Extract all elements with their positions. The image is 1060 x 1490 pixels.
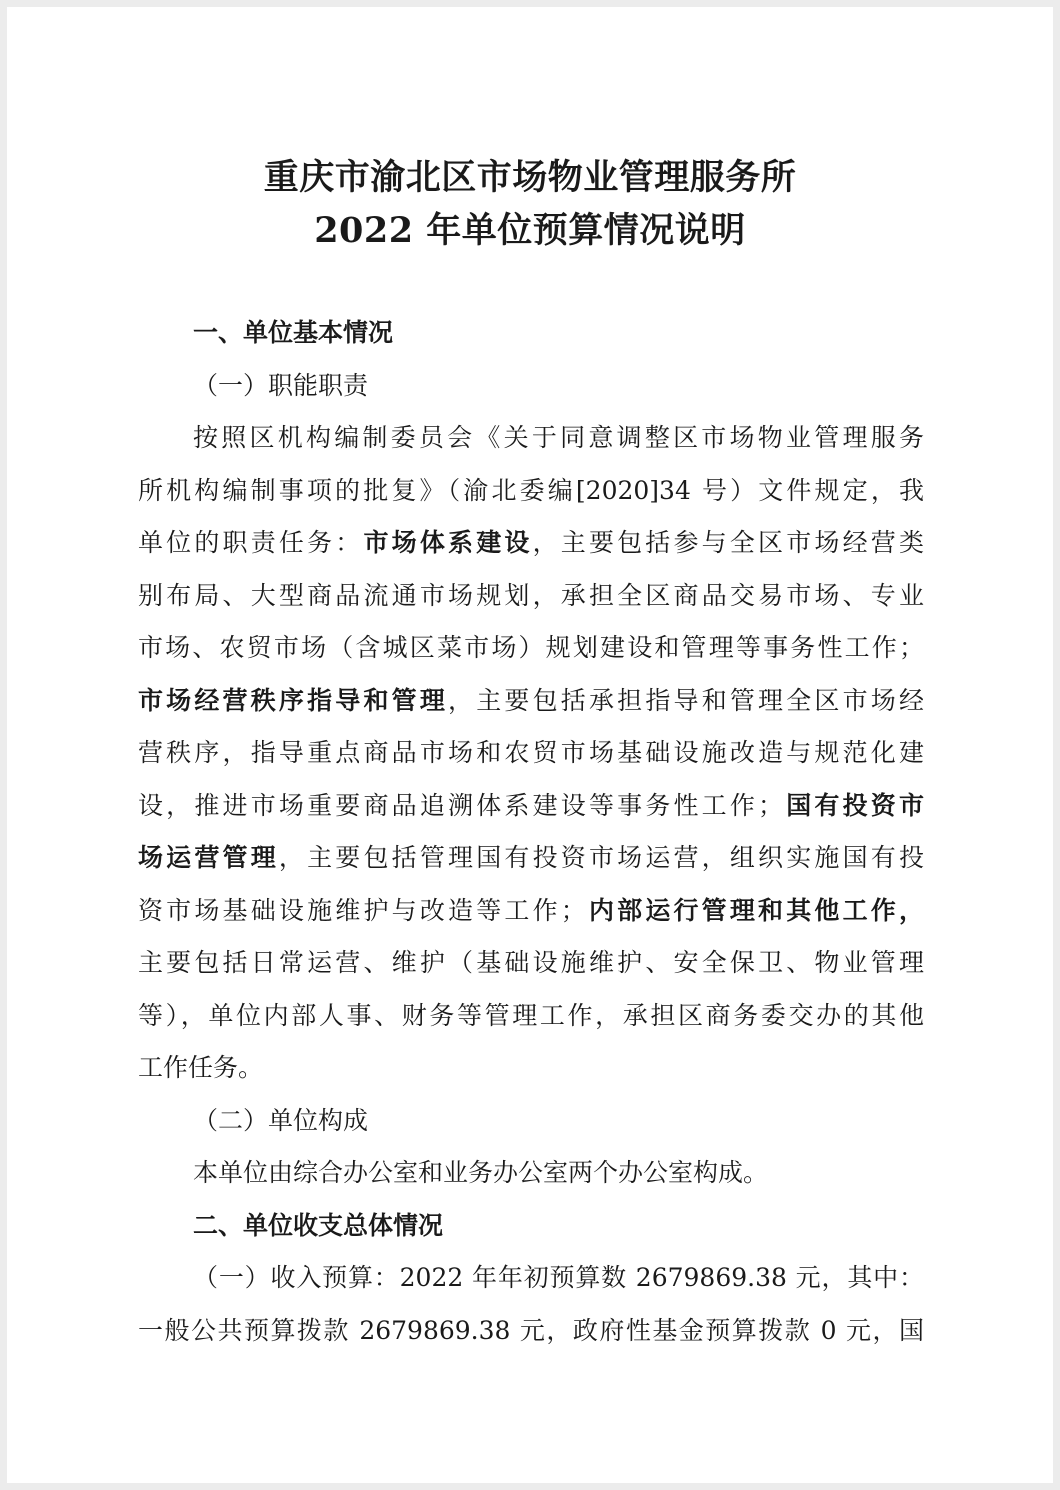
bold-text-segment: 一、单位基本情况 [193, 318, 394, 347]
text-segment: 单位的职责任务： [138, 528, 364, 557]
text-segment: 按照区机构编制委员会《关于同意调整区市场物业管理服务 [193, 423, 924, 452]
bold-text-segment: 国有投资市 [783, 790, 924, 820]
body-line [193, 1206, 924, 1246]
text-segment: 等），单位内部人事、财务等管理工作，承担区商务委交办的其他 [138, 1000, 924, 1030]
bold-text-segment: 场运营管理 [138, 843, 279, 872]
text-segment: 设，推进市场重要商品追溯体系建设等事务性工作； [138, 790, 784, 820]
body-line [193, 1101, 924, 1141]
body-line [138, 681, 924, 721]
body-line [138, 471, 924, 511]
text-segment: （二）单位构成 [193, 1105, 369, 1135]
body-line [138, 523, 924, 563]
text-segment: （一）职能职责 [193, 370, 369, 400]
body-line [138, 576, 924, 616]
bold-text-segment: 市场经营秩序指导和管理 [138, 685, 449, 715]
document-title-line-1: 重庆市渝北区市场物业管理服务所 [263, 157, 797, 198]
document-title-line-2: 2022 年单位预算情况说明 [314, 210, 746, 251]
document-page [7, 7, 1053, 1483]
body-line [138, 838, 924, 878]
text-segment: ，主要包括承担指导和管理全区市场经 [448, 685, 924, 715]
text-segment: ，主要包括管理国有投资市场运营，组织实施国有投 [278, 843, 924, 872]
body-line [193, 1258, 924, 1298]
body-line [138, 891, 924, 931]
body-line [193, 1153, 924, 1193]
bold-text-segment: 内部运行管理和其他工作， [585, 895, 924, 925]
bold-text-segment: 市场体系建设 [363, 528, 533, 557]
text-segment: 所机构编制事项的批复》（渝北委编[2020]34 号）文件规定，我 [138, 475, 924, 505]
body-line [193, 418, 924, 458]
text-segment: ，主要包括参与全区市场经营类 [532, 528, 924, 557]
body-line [193, 366, 924, 406]
body-line [138, 786, 924, 826]
text-segment: 工作任务。 [138, 1053, 264, 1082]
body-line [138, 996, 924, 1036]
text-segment: 市场、农贸市场（含城区菜市场）规划建设和管理等事务性工作； [138, 633, 924, 662]
text-segment: 营秩序，指导重点商品市场和农贸市场基础设施改造与规范化建 [138, 738, 924, 767]
body-line [138, 733, 924, 773]
body-line [138, 1311, 924, 1351]
text-segment: 资市场基础设施维护与改造等工作； [138, 895, 586, 925]
text-segment: 主要包括日常运营、维护（基础设施维护、安全保卫、物业管理 [138, 948, 924, 977]
text-segment: 别布局、大型商品流通市场规划，承担全区商品交易市场、专业 [138, 580, 924, 610]
text-segment: 本单位由综合办公室和业务办公室两个办公室构成。 [193, 1158, 769, 1187]
bold-text-segment: 二、单位收支总体情况 [193, 1210, 444, 1240]
text-segment: （一）收入预算：2022 年年初预算数 2679869.38 元，其中： [193, 1263, 924, 1292]
body-line [193, 313, 924, 353]
text-segment: 一般公共预算拨款 2679869.38 元，政府性基金预算拨款 0 元，国 [138, 1315, 924, 1345]
body-line [138, 1048, 924, 1088]
body-line [138, 628, 924, 668]
body-line [138, 943, 924, 983]
